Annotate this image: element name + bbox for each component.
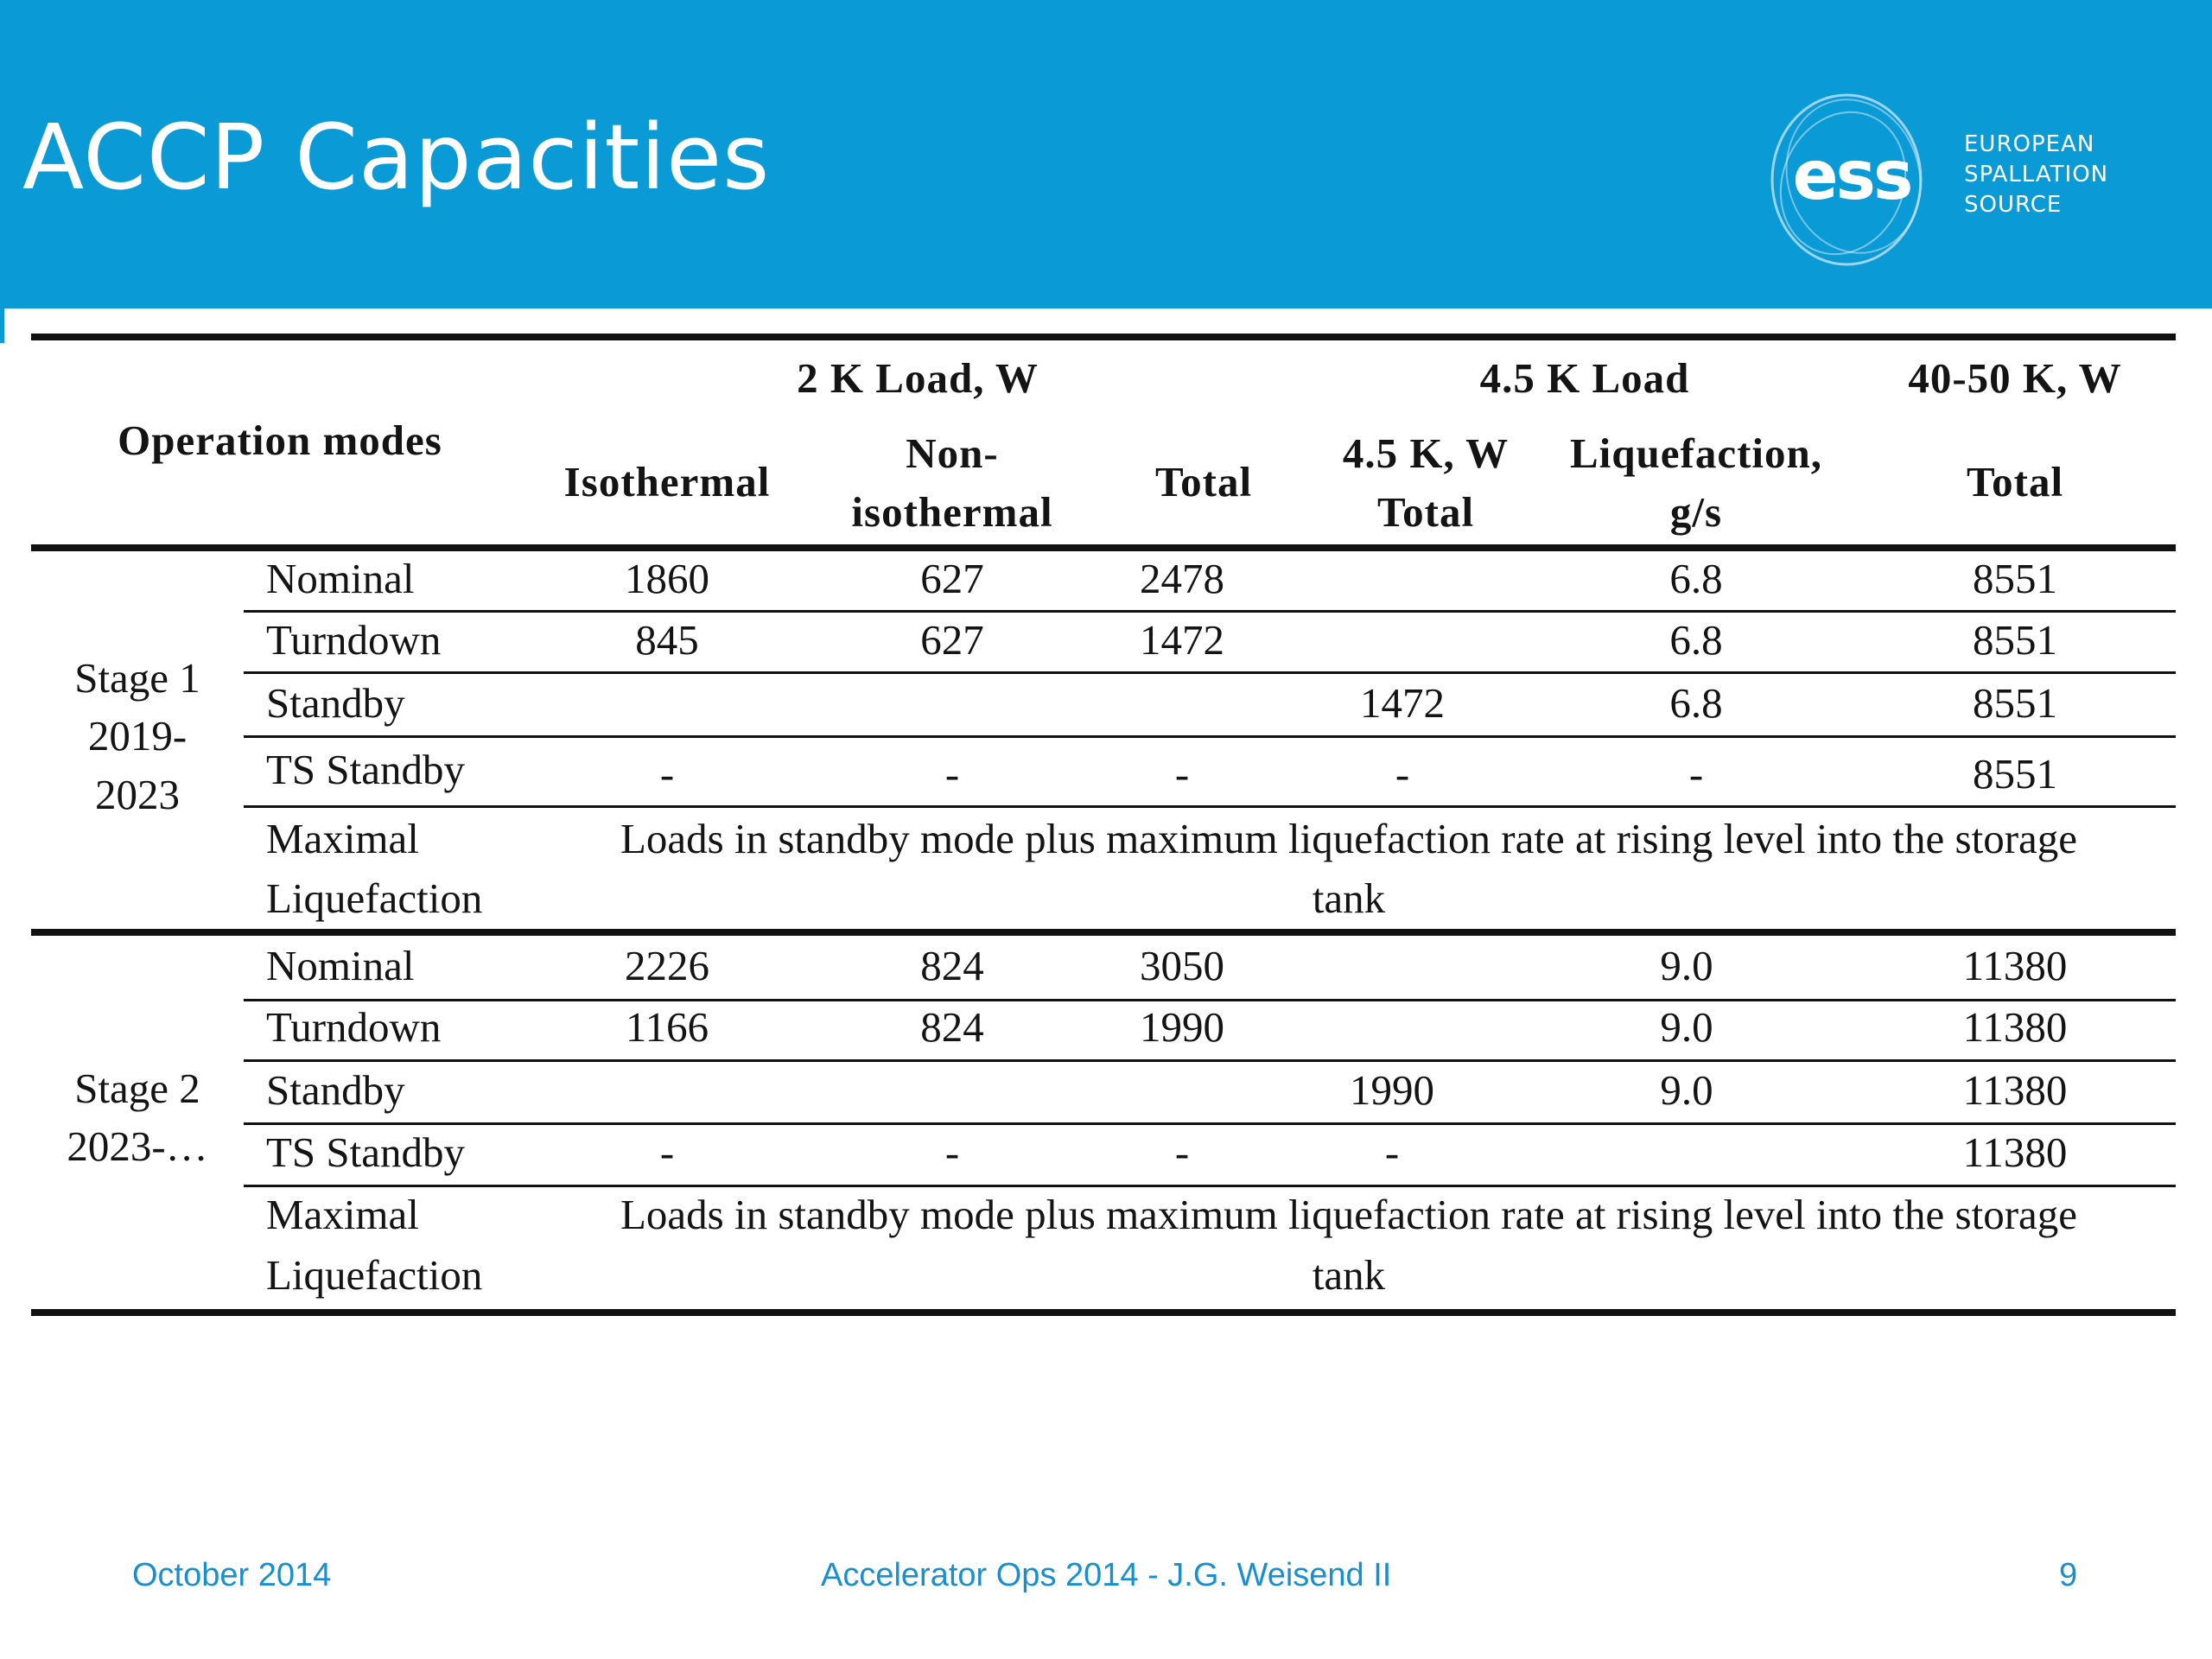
- header-group-45k-load: 4.5 K Load: [1479, 354, 1690, 402]
- logo-line-european: EUROPEAN: [1964, 131, 2095, 157]
- table-cell-liquefaction: 6.8: [1669, 616, 1723, 664]
- banner-accent: [0, 308, 4, 343]
- stage2-years: 2023-…: [67, 1122, 208, 1170]
- table-cell-liquefaction: -: [1688, 750, 1704, 798]
- slide-title: ACCP Capacities: [22, 105, 771, 210]
- table-cell-merged-note-line2: tank: [1312, 1251, 1386, 1299]
- table-cell-mode: Nominal: [266, 942, 415, 989]
- table-cell-isothermal: -: [659, 1128, 675, 1176]
- table-cell-non-isothermal: 824: [920, 942, 984, 989]
- table-cell-non-isothermal: 627: [920, 616, 984, 664]
- table-top-rule: [31, 334, 2176, 340]
- table-cell-45k-w: 1472: [1360, 679, 1445, 727]
- table-cell-non-isothermal: 824: [920, 1003, 984, 1051]
- stage1-label: Stage 1: [74, 654, 200, 702]
- table-cell-4050k-total: 11380: [1962, 1066, 2068, 1114]
- table-cell-isothermal: -: [659, 750, 675, 798]
- table-cell-4050k-total: 8551: [1973, 679, 2057, 727]
- table-cell-liquefaction: 9.0: [1660, 1003, 1713, 1051]
- table-cell-45k-w: -: [1384, 1128, 1400, 1176]
- table-cell-mode-line2: Liquefaction: [266, 874, 483, 922]
- logo-line-source: SOURCE: [1964, 192, 2063, 218]
- table-cell-liquefaction: 9.0: [1660, 1066, 1713, 1114]
- table-cell-merged-note: Loads in standby mode plus maximum liquefaction rate at rising level into the storage: [620, 1191, 2078, 1238]
- table-cell-non-isothermal: 627: [920, 555, 984, 602]
- stage2-label: Stage 2: [74, 1065, 200, 1112]
- logo-mark: ess: [1792, 137, 1911, 215]
- table-cell-non-isothermal: -: [944, 1128, 960, 1176]
- table-cell-4050k-total: 8551: [1973, 616, 2057, 664]
- header-non-isothermal-line2: isothermal: [851, 488, 1053, 536]
- header-group-2k-load: 2 K Load, W: [797, 354, 1039, 402]
- table-cell-liquefaction: 6.8: [1669, 555, 1723, 602]
- header-liquefaction-line1: Liquefaction,: [1569, 429, 1823, 477]
- header-45k-w-line2: Total: [1376, 488, 1475, 536]
- capacities-table: [31, 334, 2176, 1317]
- row-divider: [244, 1122, 2176, 1125]
- header-operation-modes: Operation modes: [118, 416, 442, 464]
- stage1-years-line1: 2019-: [87, 712, 188, 760]
- logo-line-spallation: SPALLATION: [1964, 162, 2109, 188]
- table-cell-merged-note: Loads in standby mode plus maximum liquefaction rate at rising level into the storage: [620, 815, 2078, 862]
- table-cell-45k-w: 1990: [1350, 1066, 1434, 1114]
- row-divider: [244, 671, 2176, 674]
- table-cell-isothermal: 1166: [625, 1003, 709, 1051]
- header-non-isothermal-line1: Non-: [906, 429, 999, 477]
- logo-wordmark: [1964, 130, 2108, 220]
- table-cell-4050k-total: 11380: [1962, 942, 2068, 989]
- table-cell-4050k-total: 8551: [1973, 555, 2057, 602]
- table-cell-mode: Turndown: [266, 616, 442, 664]
- table-cell-mode: TS Standby: [266, 746, 466, 793]
- table-cell-isothermal: 845: [635, 616, 699, 664]
- table-cell-2k-total: -: [1174, 1128, 1190, 1176]
- table-cell-mode: Standby: [266, 1066, 405, 1114]
- footer-date: October 2014: [132, 1557, 332, 1593]
- table-cell-4050k-total: 8551: [1973, 750, 2057, 798]
- header-liquefaction-line2: g/s: [1669, 488, 1723, 536]
- table-cell-mode: Maximal: [266, 1191, 419, 1238]
- table-cell-isothermal: 2226: [625, 942, 709, 989]
- table-cell-liquefaction: 6.8: [1669, 679, 1723, 727]
- header-4050k-total: Total: [1966, 458, 2064, 505]
- row-divider: [244, 610, 2176, 613]
- table-cell-isothermal: 1860: [625, 555, 709, 602]
- footer-page-number: 9: [2059, 1557, 2078, 1593]
- table-cell-2k-total: 3050: [1140, 942, 1224, 989]
- row-divider: [244, 1059, 2176, 1062]
- table-cell-4050k-total: 11380: [1962, 1128, 2068, 1176]
- table-cell-2k-total: 2478: [1140, 555, 1224, 602]
- table-cell-2k-total: 1990: [1140, 1003, 1224, 1051]
- table-cell-mode: Nominal: [266, 555, 415, 602]
- header-bottom-rule: [31, 544, 2176, 551]
- table-cell-2k-total: -: [1174, 750, 1190, 798]
- header-2k-total: Total: [1154, 458, 1253, 505]
- table-cell-mode: Maximal: [266, 815, 419, 862]
- table-cell-mode: TS Standby: [266, 1128, 466, 1176]
- row-divider: [244, 1185, 2176, 1187]
- footer-presentation-title: Accelerator Ops 2014 - J.G. Weisend II: [821, 1557, 1392, 1593]
- table-cell-4050k-total: 11380: [1962, 1003, 2068, 1051]
- table-cell-mode: Turndown: [266, 1003, 442, 1051]
- table-cell-2k-total: 1472: [1140, 616, 1224, 664]
- row-divider: [244, 735, 2176, 738]
- table-cell-merged-note-line2: tank: [1312, 874, 1386, 922]
- table-cell-mode-line2: Liquefaction: [266, 1251, 483, 1299]
- stage-divider-rule: [31, 929, 2176, 936]
- table-cell-45k-w: -: [1395, 750, 1410, 798]
- row-divider: [244, 805, 2176, 808]
- header-45k-w-line1: 4.5 K, W: [1342, 429, 1510, 477]
- table-bottom-rule: [31, 1309, 2176, 1316]
- header-group-4050k: 40-50 K, W: [1908, 354, 2122, 402]
- table-cell-mode: Standby: [266, 679, 405, 727]
- header-isothermal: Isothermal: [563, 458, 771, 505]
- table-cell-non-isothermal: -: [944, 750, 960, 798]
- table-cell-liquefaction: 9.0: [1660, 942, 1713, 989]
- stage1-years-line2: 2023: [95, 771, 180, 818]
